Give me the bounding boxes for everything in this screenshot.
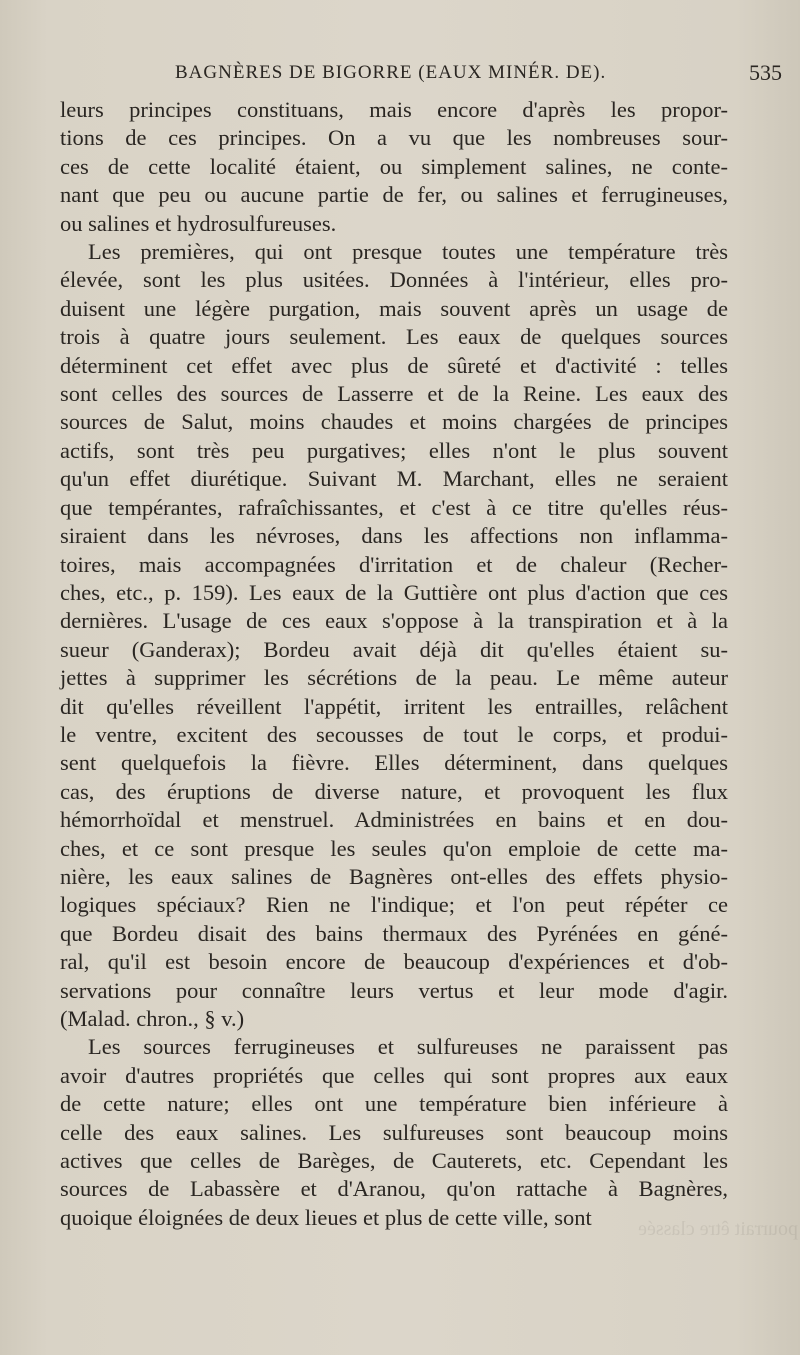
text-line: (Malad. chron., § v.)	[60, 1006, 245, 1031]
text-line: dernières. L'usage de ces eaux s'oppose à la transpiration et à la	[60, 608, 728, 634]
show-through-text: pourrait être classée	[638, 1218, 798, 1240]
text-line: ral, qu'il est besoin encore de beaucoup d'expériences et d'ob-	[60, 949, 728, 975]
text-line: dit qu'elles réveillent l'appétit, irritent les entrailles, relâchent	[60, 693, 728, 719]
text-line: avoir d'autres propriétés que celles qui sont propres aux eaux	[60, 1062, 728, 1088]
text-line: sent quelquefois la fièvre. Elles déterminent, dans quelques	[60, 750, 728, 776]
text-line: logiques spéciaux? Rien ne l'indique; et l'on peut répéter ce	[60, 892, 728, 918]
text-line: sources de Labassère et d'Aranou, qu'on rattache à Bagnères,	[60, 1176, 728, 1202]
text-line: sueur (Ganderax); Bordeu avait déjà dit qu'elles étaient su-	[60, 636, 728, 662]
text-line: Les sources ferrugineuses et sulfureuses ne paraissent pas	[88, 1034, 728, 1060]
text-line: que tempérantes, rafraîchissantes, et c'est à ce titre qu'elles réus-	[60, 494, 728, 520]
text-line: actives que celles de Barèges, de Cauterets, etc. Cependant les	[60, 1148, 728, 1174]
text-line: nière, les eaux salines de Bagnères ont-elles des effets physio-	[60, 863, 728, 889]
text-line: leurs principes constituans, mais encore d'après les propor-	[60, 97, 728, 122]
text-line: qu'un effet diurétique. Suivant M. Marchant, elles ne seraient	[60, 466, 728, 492]
text-line: tions de ces principes. On a vu que les nombreuses sour-	[60, 125, 728, 151]
text-line: ou salines et hydrosulfureuses.	[60, 210, 337, 236]
text-line: jettes à supprimer les sécrétions de la peau. Le même auteur	[60, 665, 728, 691]
paragraph	[60, 238, 728, 1033]
text-line: siraient dans les névroses, dans les affections non inflamma-	[60, 523, 728, 549]
text-line: cas, des éruptions de diverse nature, et provoquent les flux	[60, 778, 728, 804]
page-header	[60, 58, 782, 92]
text-line: le ventre, excitent des secousses de tout le corps, et produi-	[60, 721, 728, 747]
text-line: élevée, sont les plus usitées. Données à l'intérieur, elles pro-	[60, 267, 728, 293]
paragraph	[60, 96, 728, 238]
text-line: déterminent cet effet avec plus de sûreté et d'activité : telles	[60, 352, 728, 378]
text-line: trois à quatre jours seulement. Les eaux de quelques sources	[60, 324, 728, 350]
text-line: nant que peu ou aucune partie de fer, ou salines et ferrugineuses,	[60, 182, 728, 208]
text-line: Les premières, qui ont presque toutes une température très	[88, 239, 728, 265]
text-line: de cette nature; elles ont une température bien inférieure à	[60, 1091, 728, 1117]
text-line: celle des eaux salines. Les sulfureuses sont beaucoup moins	[60, 1119, 728, 1145]
text-line: ces de cette localité étaient, ou simplement salines, ne conte-	[60, 153, 728, 179]
running-title: BAGNÈRES DE BIGORRE (EAUX MINÉR. DE).	[175, 62, 607, 83]
text-line: sont celles des sources de Lasserre et de la Reine. Les eaux des	[60, 381, 728, 407]
text-line: toires, mais accompagnées d'irritation et de chaleur (Recher-	[60, 551, 728, 577]
text-line: sources de Salut, moins chaudes et moins chargées de principes	[60, 409, 728, 435]
text-line: que Bordeu disait des bains thermaux des Pyrénées en géné-	[60, 920, 728, 946]
text-line: servations pour connaître leurs vertus et leur mode d'agir.	[60, 977, 728, 1003]
text-line: actifs, sont très peu purgatives; elles n'ont le plus souvent	[60, 437, 728, 463]
text-line: quoique éloignées de deux lieues et plus de cette ville, sont	[60, 1204, 592, 1230]
text-line: ches, et ce sont presque les seules qu'on emploie de cette ma-	[60, 835, 728, 861]
text-line: duisent une légère purgation, mais souvent après un usage de	[60, 295, 728, 321]
page-number: 535	[749, 60, 782, 85]
paragraph	[60, 1033, 728, 1232]
text-line: hémorrhoïdal et menstruel. Administrées en bains et en dou-	[60, 807, 728, 833]
text-line: ches, etc., p. 159). Les eaux de la Guttière ont plus d'action que ces	[60, 579, 728, 605]
body-text	[60, 96, 728, 1232]
